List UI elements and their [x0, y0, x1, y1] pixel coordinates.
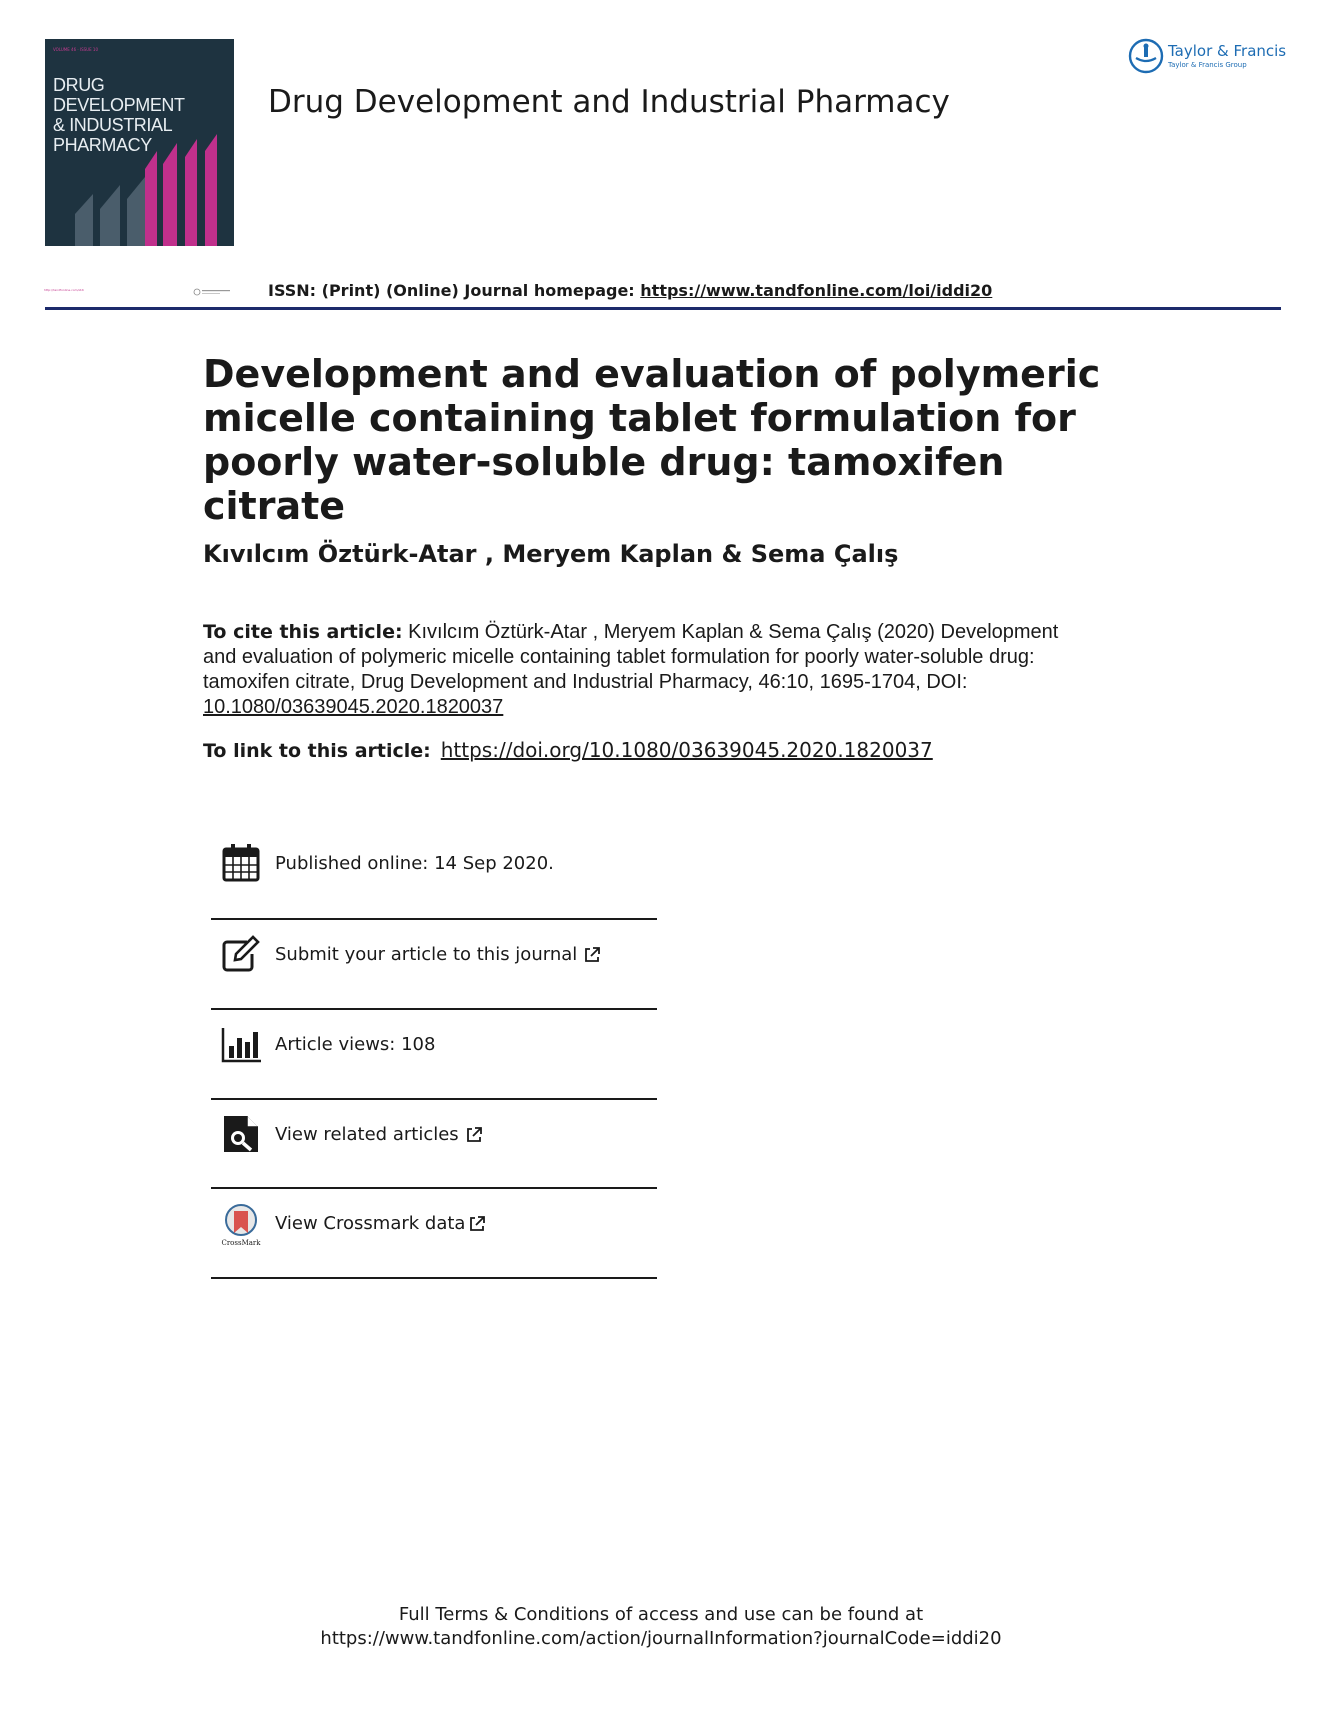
- svg-text:CrossMark: CrossMark: [221, 1239, 261, 1247]
- crossmark-icon: [221, 1203, 261, 1247]
- journal-name[interactable]: Drug Development and Industrial Pharmacy: [268, 84, 950, 120]
- external-link-icon: [468, 1215, 486, 1233]
- issn-homepage-line: [268, 281, 992, 300]
- document-search-icon: [221, 1114, 261, 1154]
- divider: [211, 1187, 657, 1189]
- edit-icon: [221, 934, 261, 974]
- divider: [211, 1008, 657, 1010]
- citation-doi-link[interactable]: 10.1080/03639045.2020.1820037: [203, 696, 504, 718]
- cover-small-text: VOLUME 46 · ISSUE 10: [53, 47, 98, 52]
- divider: [211, 1098, 657, 1100]
- citation-text: Kıvılcım Öztürk-Atar , Meryem Kaplan & Sema Çalış (2020) Development and evaluation of polymeric micelle containing tablet formulation for poorly water-soluble drug: tamoxifen citrate, Drug Development and Industrial Pharmacy, 46:10, 1695-1704, DOI:: [203, 621, 1059, 693]
- article-doi-link[interactable]: https://doi.org/10.1080/03639045.2020.1820037: [440, 738, 933, 762]
- publisher-name: Taylor & Francis: [1168, 42, 1287, 60]
- related-articles-link[interactable]: View related articles: [275, 1124, 483, 1145]
- header-rule: [45, 307, 1281, 310]
- issn-label: ISSN: (Print) (Online) Journal homepage:: [268, 281, 641, 300]
- small-publisher-logo-icon: [193, 288, 235, 296]
- publisher-logo[interactable]: [1128, 38, 1288, 78]
- journal-homepage-link[interactable]: https://www.tandfonline.com/loi/iddi20: [640, 281, 993, 300]
- footer-terms-link[interactable]: https://www.tandfonline.com/action/journalInformation?journalCode=iddi20: [320, 1628, 1002, 1649]
- published-online-text: Published online: 14 Sep 2020.: [275, 853, 554, 874]
- citation-block: [203, 620, 1083, 720]
- external-link-icon: [465, 1126, 483, 1144]
- footer: [0, 1603, 1322, 1651]
- citation-label: To cite this article:: [203, 621, 403, 643]
- publisher-emblem-icon: [1128, 38, 1164, 74]
- article-authors: Kıvılcım Öztürk-Atar , Meryem Kaplan & Sema Çalış: [203, 540, 899, 568]
- crossmark-link[interactable]: View Crossmark data: [275, 1213, 486, 1234]
- article-title: Development and evaluation of polymeric micelle containing tablet formulation for poorly water-soluble drug: tamoxifen citrate: [203, 352, 1101, 528]
- submit-article-link[interactable]: Submit your article to this journal: [275, 944, 601, 965]
- external-link-icon: [583, 946, 601, 964]
- bar-chart-icon: [221, 1024, 261, 1064]
- cover-title: DRUG DEVELOPMENT & INDUSTRIAL PHARMACY: [53, 75, 185, 155]
- calendar-icon: [221, 843, 261, 883]
- tiny-journal-link: http://tandfonline.com/iddi: [44, 288, 85, 292]
- link-label: To link to this article:: [203, 740, 431, 762]
- divider: [211, 1277, 657, 1279]
- article-link-row: [203, 738, 933, 762]
- footer-terms-text: Full Terms & Conditions of access and use can be found at: [398, 1604, 924, 1625]
- journal-cover: [45, 39, 234, 246]
- divider: [211, 918, 657, 920]
- publisher-group: Taylor & Francis Group: [1168, 61, 1247, 69]
- article-views-text: Article views: 108: [275, 1034, 436, 1055]
